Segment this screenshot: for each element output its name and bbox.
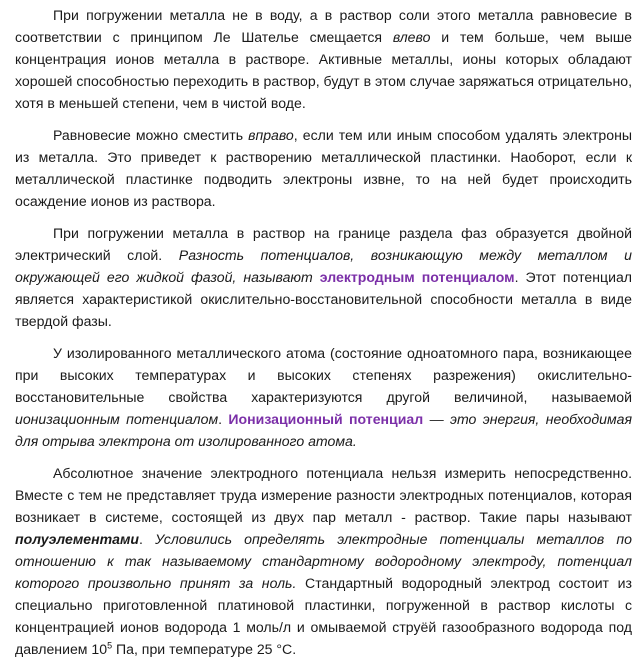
term-half-elements: полуэлементами <box>15 531 140 547</box>
p4-italic-definition: — это энергия, необходимая для отрыва электрона от изолированного атома. <box>15 411 633 449</box>
p1-italic-left: влево <box>392 29 431 45</box>
p3-text-b: . Этот потенциал является характеристикой окислительно-восстановительной способности металла в виде твердой фазы. <box>15 269 633 329</box>
pressure-exponent: 5 <box>107 640 113 651</box>
p5-text-d: Па, при температуре 25 °С. <box>112 641 297 657</box>
p5-text-c: Стандартный водородный электрод состоит из специально приготовленной платиновой пластинки, погруженной в раствор кислоты с концентрацией ионов водорода 1 моль/л и омываемой струёй газообразного водорода под давлением 10 <box>15 575 632 657</box>
term-ionization-potential: Ионизационный потенциал <box>228 411 424 427</box>
p2-text-a: Равновесие можно сместить <box>53 127 249 143</box>
p1-text-b: и тем больше, чем выше концентрация ионов металла в растворе. Активные металлы, ионы которых обладают хорошей способностью переходить в раствор, будут в этом случае заряжаться отрицательно, хотя в меньшей степени, чем в чистой воде. <box>15 29 632 111</box>
paragraph-5 <box>15 462 632 660</box>
p4-text-b: . <box>218 411 229 427</box>
p1-text-a: При погружении металла не в воду, а в раствор соли этого металла равновесие в соответствии с принципом Ле Шателье смещается <box>15 7 632 45</box>
paragraph-1 <box>15 4 632 114</box>
p3-text-a: При погружении металла в раствор на границе раздела фаз образуется двойной электрический слой. <box>15 225 632 263</box>
p2-text-b: , если тем или иным способом удалять электроны из металла. Это приведет к растворению металлической пластинки. Наоборот, если к металлической пластинке подводить электроны извне, то на ней будет происходить осаждение ионов из раствора. <box>15 127 632 209</box>
p4-italic-ionization: ионизационным потенциалом <box>15 411 219 427</box>
p3-italic-definition: Разность потенциалов, возникающую между металлом и окружающей его жидкой фазой, называют <box>15 247 632 285</box>
term-electrode-potential: электродным потенциалом <box>319 269 515 285</box>
p2-italic-right: вправо <box>248 127 294 143</box>
p4-text-a: У изолированного металлического атома (состояние одноатомного пара, возникающее при высоких температурах и высоких степенях разрежения) окислительно-восстановительные свойства характеризуются другой величиной, называемой <box>15 345 632 405</box>
p5-italic-convention: Условились определять электродные потенциалы металлов по отношению к так называемому стандартному водородному электроду, потенциал которого произвольно принят за ноль. <box>15 531 632 591</box>
p5-text-a: Абсолютное значение электродного потенциала нельзя измерить непосредственно. Вместе с тем не представляет труда измерение разности электродных потенциалов, которая возникает в системе, состоящей из двух пар металл - раствор. Такие пары называют <box>15 465 632 525</box>
paragraph-2 <box>15 124 632 212</box>
paragraph-3 <box>15 222 632 332</box>
paragraph-4 <box>15 342 632 452</box>
p5-text-b: . <box>139 531 156 547</box>
